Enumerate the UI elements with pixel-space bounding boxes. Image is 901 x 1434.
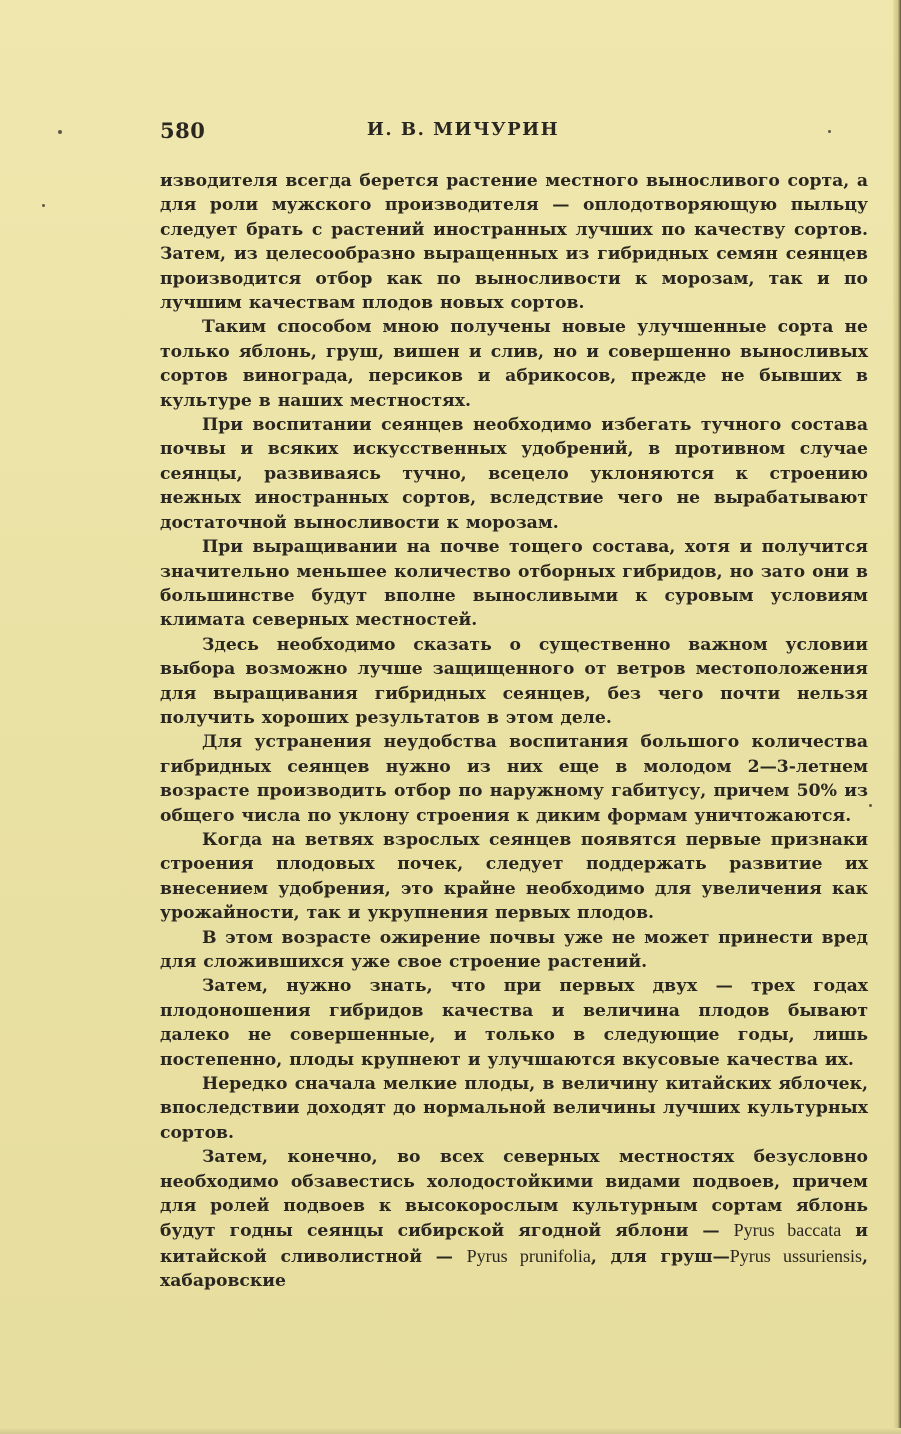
page-edge-shadow [893,0,901,1434]
speck-mark [869,804,872,807]
text-run: , для груш— [590,1246,730,1267]
paragraph: Когда на ветвях взрослых сеянцев появятся первые признаки строения плодовых почек, следует поддержать развитие их внесением удобрения, это крайне необходимо для увеличения как урожайности, так и укрупнения первых плодов. [160,829,868,924]
paragraph: Таким способом мною получены новые улучшенные сорта не только яблонь, груш, вишен и слив, но и совершенно выносливых сортов винограда, персиков и абрикосов, прежде не бывших в культуре в наших местностях. [160,317,868,411]
text-run: , хабаровские [160,1246,869,1292]
latin-species-name: Pyrus prunifolia [466,1245,591,1266]
page-bottom-edge [0,1428,901,1434]
paragraph: Затем, нужно знать, что при первых двух — трех годах плодоношения гибридов качества и величина плодов бывают далеко не совершенные, и только в следующие годы, лишь постепенно, плоды крупнеют и улучшаются вкусовые качества их. [160,976,868,1070]
speck-mark [42,204,45,207]
running-head: И. В. МИЧУРИН [366,119,560,140]
text-run: Затем, конечно, во всех северных местностях безусловно необходимо обзавестись холодостойкими видами подвоев, причем для ролей подвоев к высокорослым культурным сортам яблонь будут годны сеянцы сибирской ягодной яблони — [160,1147,868,1242]
paragraph-last [160,1145,868,1293]
paragraph: В этом возрасте ожирение почвы уже не может принести вред для сложившихся уже свое строение растений. [160,927,868,972]
page-header [160,118,868,148]
paragraph: При выращивании на почве тощего состава, хотя и получится значительно меньшее количество отборных гибридов, но зато они в большинстве будут вполне выносливыми к суровым условиям климата северных местностей. [160,537,868,631]
latin-species-name: Pyrus ussuriensis [729,1245,863,1266]
paragraph: Нередко сначала мелкие плоды, в величину китайских яблочек, впоследствии доходят до нормальной величины лучших культурных сортов. [160,1074,868,1143]
body-text [160,169,868,1294]
page-number: 580 [160,118,206,143]
paragraph: Для устранения неудобства воспитания большого количества гибридных сеянцев нужно из них еще в молодом 2—3-летнем возрасте производить отбор по наружному габитусу, причем 50% из общего числа по уклону строения к диким формам уничтожаются. [160,732,868,826]
paragraph: изводителя всегда берется растение местного выносливого сорта, а для роли мужского производителя — оплодотворяющую пыльцу следует брать с растений иностранных лучших по качеству сортов. Затем, из целесообразно выращенных из гибридных семян сеянцев производится отбор как по выносливости к морозам, так и по лучшим качествам плодов новых сортов. [160,171,868,314]
paragraph: Здесь необходимо сказать о существенно важном условии выбора возможно лучше защищенного от ветров местоположения для выращивания гибридных сеянцев, без чего почти нельзя получить хороших результатов в этом деле. [160,634,868,728]
latin-species-name: Pyrus baccata [733,1220,842,1241]
paragraph: При воспитании сеянцев необходимо избегать тучного состава почвы и всяких искусственных удобрений, в противном случае сеянцы, развиваясь тучно, всецело уклоняются к строению нежных иностранных сортов, вследствие чего не вырабатывают достаточной выносливости к морозам. [160,415,868,533]
text-run: и китайской сливолистной — [160,1221,869,1267]
speck-mark [58,130,62,134]
